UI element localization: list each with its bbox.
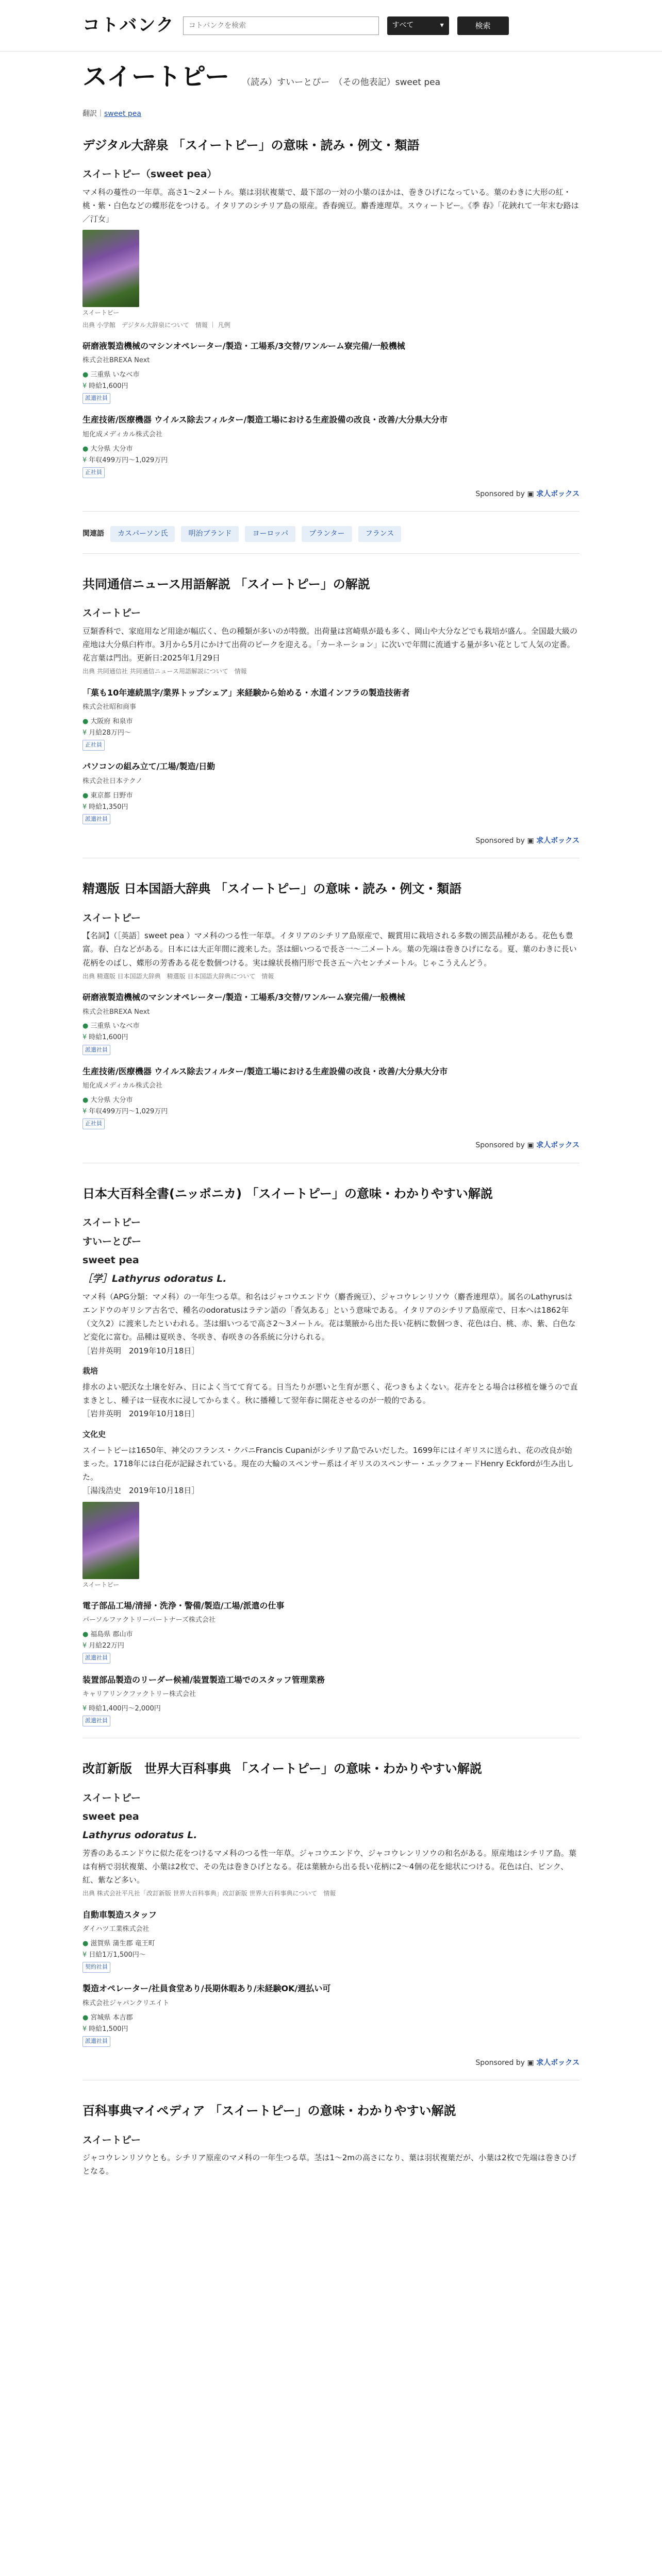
job-card[interactable] [82,760,580,825]
dict-title: 精選版 日本国語大辞典 「スイートピー」の意味・読み・例文・類語 [82,882,462,896]
yen-icon: ¥ [82,1033,87,1042]
employment-badge: 派遣社員 [82,393,110,404]
employment-badge: 正社員 [82,740,105,751]
related-tag[interactable]: プランター [302,526,352,541]
job-company: 株式会社ジャパンクリエイト [82,1999,170,2007]
job-location: 三重県 いなべ市 [90,371,140,379]
job-company: 株式会社BREXA Next [82,357,150,365]
job-location: 大分県 大分市 [90,445,133,453]
related-tag[interactable]: カスパーソン氏 [110,526,175,541]
employment-badge: 派遣社員 [82,814,110,825]
location-pin-icon: ● [82,1096,89,1105]
related-tag[interactable]: ヨーロッパ [245,526,295,541]
dict-section-nikkoku [82,858,580,1163]
employment-badge: 契約社員 [82,1962,110,1973]
job-company: 株式会社日本テクノ [82,777,143,785]
job-salary: 時給1,400円〜2,000円 [89,1704,161,1713]
dict-title: 日本大百科全書(ニッポニカ) 「スイートピー」の意味・わかりやすい解説 [82,1186,493,1201]
employment-badge: 正社員 [82,467,105,478]
entry-english: sweet pea [82,1810,139,1822]
job-card[interactable] [82,413,580,478]
yen-icon: ¥ [82,1951,87,1959]
sponsor-prefix: Sponsored by [475,2058,525,2067]
job-title[interactable]: 研磨液製造機械のマシンオペレーター/製造・工場系/3交替/ワンルーム寮完備/一般機械 [82,992,405,1002]
search-button[interactable]: 検索 [457,16,509,35]
job-card[interactable] [82,1065,580,1130]
box-icon: ▣ [527,836,534,845]
sponsor-brand[interactable]: 求人ボックス [536,1141,580,1150]
location-pin-icon: ● [82,1022,89,1030]
section-divider [82,511,580,512]
sponsor-prefix: Sponsored by [475,490,525,499]
entry-body: マメ科（APG分類：マメ科）の一年生つる草。和名はジャコウエンドウ（麝香豌豆）、ジャコウレンリソウ（麝香連理草）。属名のLathyrusはエンドウのギリシア古名で、種名のodoratusはラテン語の「香気ある」という意味である。イタリアのシチリア島原産で、日本へは1862年（文久2）に渡来したといわれる。茎は細いつるで高さ2〜3メートル。花は葉腋から出た長い花柄に数個つき、花色は白、桃、赤、紫、白色など変化に富む。品種は夏咲き、冬咲き、春咲きの各系統に分けられる。 [82,1292,576,1342]
job-title[interactable]: 製造オペレーター/社員食堂あり/長期休暇あり/未経験OK/週払い可 [82,1984,331,1994]
job-location: 滋賀県 蒲生郡 竜王町 [90,1940,155,1947]
entry-latin: ［学］Lathyrus odoratus L. [82,1273,227,1285]
page-title-reading: （読み）すいーとぴー （その他表記）sweet pea [242,77,441,88]
job-company: キャリアリンクファクトリー株式会社 [82,1690,196,1699]
job-title[interactable]: パソコンの組み立て/工場/製造/日勤 [82,761,216,772]
job-location: 大阪府 和泉市 [90,717,133,725]
sponsored-by [82,835,580,846]
job-info [82,716,580,751]
job-card[interactable] [82,1599,580,1664]
search-scope-select[interactable] [387,16,449,35]
job-company: ダイハツ工業株式会社 [82,1925,150,1934]
subsection-head: 栽培 [82,1366,98,1376]
job-info [82,1938,580,1973]
job-title[interactable]: 自動車製造スタッフ [82,1909,157,1920]
employment-badge: 派遣社員 [82,1716,110,1726]
entry-body: 【名詞】（［英語］sweet pea ）マメ科のつる性一年草。イタリアのシチリア島原産で、観賞用に栽培される多数の園芸品種がある。花色も豊富。春、白などがある。日本には大正年間に渡来した。茎は細いつるで長さ一〜二メートル。葉の先端は巻きひげになる。夏、葉のわきに長い花柄をのばし、蝶形の芳香ある花を数個つける。実は線状長楕円形で長さ五〜六センチメートル。じゃこうえんどう。 [82,931,577,968]
job-info [82,444,580,478]
employment-badge: 派遣社員 [82,1045,110,1056]
yen-icon: ¥ [82,1108,87,1116]
sponsored-by [82,2057,580,2069]
related-words [82,526,580,541]
dict-section-kyodo [82,554,580,858]
entry-head: スイートピー [82,607,141,619]
main-content [0,120,662,2178]
job-company: 旭化成メディカル株式会社 [82,430,162,438]
chevron-down-icon: ▾ [440,21,444,30]
sponsored-by [82,488,580,500]
entry-head: スイートピー [82,1217,141,1229]
search-scope-label: すべて [392,21,414,30]
flower-image[interactable] [82,1502,139,1579]
entry-english: sweet pea [82,1254,139,1266]
entry-body: ジャコウレンリソウとも。シチリア原産のマメ科の一年生つる草。茎は1〜2mの高さになり、葉は羽状複葉だが、小葉は2枚で先端は巻きひげとなる。 [82,2153,576,2176]
entry-body: 豆類香科で、家庭用など用途が幅広く、色の種類が多いのが特徴。出荷量は宮崎県が最も多く、岡山や大分などでも栽培が盛ん。全国最大級の産地は大分県臼杵市。3月から5月にかけて出荷のピークを迎える。「カーネーション」に次いで年間に流通する量が多い花として人気の定番。花言葉は門出。更新日:2025年1月29日 [82,626,578,663]
dict-title: 共同通信ニュース用語解説 「スイートピー」の解説 [82,577,370,591]
site-header [0,0,662,52]
related-label: 関連語 [82,530,104,538]
entry-reading: すいーとぴー [82,1235,142,1247]
job-location: 三重県 いなべ市 [90,1022,140,1030]
job-title[interactable]: 生産技術/医療機器 ウイルス除去フィルター/製造工場における生産設備の改良・改善/大分県大分市 [82,1066,448,1076]
location-pin-icon: ● [82,717,89,725]
subsection-head: 文化史 [82,1429,106,1439]
location-pin-icon: ● [82,2013,89,2022]
image-caption: スイートピー [82,309,120,317]
dict-section-daijisen [82,120,580,554]
job-location: 福島県 郡山市 [90,1631,133,1639]
job-info [82,2012,580,2047]
location-pin-icon: ● [82,791,89,800]
box-icon: ▣ [527,1141,534,1150]
sponsored-by [82,1140,580,1151]
location-pin-icon: ● [82,1940,89,1947]
job-info [82,1021,580,1055]
job-info [82,369,580,404]
subsection-body: 排水のよい肥沃な土壌を好み、日によく当てて育てる。日当たりが悪いと生育が悪く、花つきもよくない。花卉をとる場合は移植を嫌うので直まきとし、種子は一昼夜水に浸してからまく。秋に播種して翌年春に開花させるのが一般的である。 [82,1382,578,1405]
job-info [82,1095,580,1129]
dict-title: 百科事典マイペディア 「スイートピー」の意味・わかりやすい解説 [82,2104,456,2119]
job-company: 株式会社BREXA Next [82,1008,150,1016]
location-pin-icon: ● [82,445,89,453]
dict-section-nipponica [82,1163,580,1738]
search-input[interactable] [183,16,379,35]
related-tag[interactable]: 明治ブランド [181,526,239,541]
job-card[interactable] [82,1673,580,1727]
translation-line [82,108,580,120]
job-info [82,790,580,825]
entry-latin: Lathyrus odoratus L. [82,1829,197,1841]
job-salary: 時給1,350円 [89,803,128,811]
entry-head: スイートピー [82,1792,141,1804]
entry-source: ［岩井英明 2019年10月18日］ [82,1346,200,1355]
job-salary: 月給28万円〜 [89,729,131,737]
entry-head: スイートピー [82,912,141,924]
dict-section-heibonsha [82,1738,580,2080]
source-line: 出典 株式会社平凡社「改訂新版 世界大百科事典」改訂新版 世界大百科事典について 情報 [82,1890,336,1897]
yen-icon: ¥ [82,803,87,811]
dict-section-mypedia [82,2080,580,2178]
image-caption: スイートピー [82,1581,120,1588]
job-salary: 時給1,600円 [89,382,128,391]
job-location: 宮城県 本吉郡 [90,2013,133,2022]
entry-head: スイートピー（sweet pea） [82,168,217,180]
sponsor-brand[interactable]: 求人ボックス [536,2058,580,2067]
sponsor-brand[interactable]: 求人ボックス [536,490,580,499]
translation-prefix: 翻訳｜ [82,110,104,118]
employment-badge: 派遣社員 [82,2036,110,2047]
job-card[interactable] [82,1908,580,1973]
yen-icon: ¥ [82,1704,87,1713]
yen-icon: ¥ [82,729,87,737]
source-line: 出典 小学館 デジタル大辞泉について 情報 ｜ 凡例 [82,321,230,329]
job-location: 大分県 大分市 [90,1096,133,1105]
job-title[interactable]: 装置部品製造のリーダー候補/装置製造工場でのスタッフ管理業務 [82,1674,325,1685]
job-card[interactable] [82,340,580,404]
box-icon: ▣ [527,2058,534,2067]
flower-image[interactable] [82,230,139,307]
job-title[interactable]: 生産技術/医療機器 ウイルス除去フィルター/製造工場における生産設備の改良・改善/大分県大分市 [82,415,448,425]
job-title[interactable]: 「菓も10年連続黒字/業界トップシェア」来経験から始める・水道インフラの製造技術者 [82,687,410,698]
sponsor-prefix: Sponsored by [475,1141,525,1150]
location-pin-icon: ● [82,1631,89,1639]
subsection-body: スイートピーは1650年、神父のフランス・クパニFrancis Cupaniがシチリア島でみいだした。1699年にはイギリスに送られ、花の改良が始まった。1718年には白花が記録されている。現在の大輪のスペンサー系はイギリスのスペンサー・エックフォードHenry Eckfordが生み出した。 [82,1445,574,1482]
job-card[interactable] [82,1982,580,2047]
job-salary: 月給22万円 [89,1642,124,1650]
entry-body: 芳香のあるエンドウに似た花をつけるマメ科のつる性一年草。ジャコウエンドウ、ジャコウレンリソウの和名がある。原産地はシチリア島。葉は有柄で羽状複葉、小葉は2枚で、その先は巻きひげとなる。花は葉腋から出る長い花柄に2〜4個の花を総状につける。花色は白、ピンク、紅、紫など多い。 [82,1848,576,1885]
job-title[interactable]: 電子部品工場/清掃・洗浄・警備/製造/工場/派遣の仕事 [82,1600,285,1611]
sponsor-brand[interactable]: 求人ボックス [536,836,580,845]
dict-title: 改訂新版 世界大百科事典 「スイートピー」の意味・わかりやすい解説 [82,1761,482,1776]
job-salary: 時給1,600円 [89,1033,128,1042]
translation-link[interactable]: sweet pea [104,110,141,118]
job-card[interactable] [82,686,580,751]
job-company: 株式会社昭和商事 [82,703,137,711]
job-info [82,1703,580,1726]
yen-icon: ¥ [82,456,87,464]
job-salary: 日給1万1,500円〜 [89,1951,146,1959]
employment-badge: 派遣社員 [82,1653,110,1664]
job-salary: 年収499万円〜1,029万円 [89,456,168,464]
page-title-text: スイートピー [82,62,230,91]
sponsor-prefix: Sponsored by [475,836,525,845]
yen-icon: ¥ [82,382,87,391]
job-company: 旭化成メディカル株式会社 [82,1082,162,1090]
subsection-source: ［岩井英明 2019年10月18日］ [82,1409,200,1419]
entry-head: スイートピー [82,2134,141,2146]
page-title [82,61,580,93]
box-icon: ▣ [527,490,534,499]
entry-body: マメ科の蔓性の一年草。高さ1〜2メートル。葉は羽状複葉で、最下部の一対の小葉のほかは、巻きひげになっている。葉のわきに大形の紅・桃・紫・白色などの蝶形花をつける。イタリアのシチリア島の原産。香春豌豆。麝香連理草。スウィートピー。《季 春》「花鋏れて一年末む路は／汀女」 [82,187,579,224]
yen-icon: ¥ [82,2025,87,2033]
site-logo[interactable]: コトバンク [82,15,175,36]
job-card[interactable] [82,991,580,1056]
job-salary: 時給1,500円 [89,2025,128,2033]
yen-icon: ¥ [82,1642,87,1650]
source-line: 出典 共同通信社 共同通信ニュース用語解説について 情報 [82,668,247,675]
job-company: パーソルファクトリーパートナーズ株式会社 [82,1616,216,1624]
dict-title: デジタル大辞泉 「スイートピー」の意味・読み・例文・類語 [82,138,420,152]
related-tag[interactable]: フランス [358,526,402,541]
employment-badge: 正社員 [82,1118,105,1129]
subsection-source: ［湯浅浩史 2019年10月18日］ [82,1486,200,1496]
location-pin-icon: ● [82,371,89,379]
source-line: 出典 精選版 日本国語大辞典 精選版 日本国語大辞典について 情報 [82,972,274,980]
job-info [82,1629,580,1664]
job-salary: 年収499万円〜1,029万円 [89,1108,168,1116]
title-area [0,52,662,120]
job-location: 東京都 日野市 [90,791,133,800]
job-title[interactable]: 研磨液製造機械のマシンオペレーター/製造・工場系/3交替/ワンルーム寮完備/一般機械 [82,341,405,351]
